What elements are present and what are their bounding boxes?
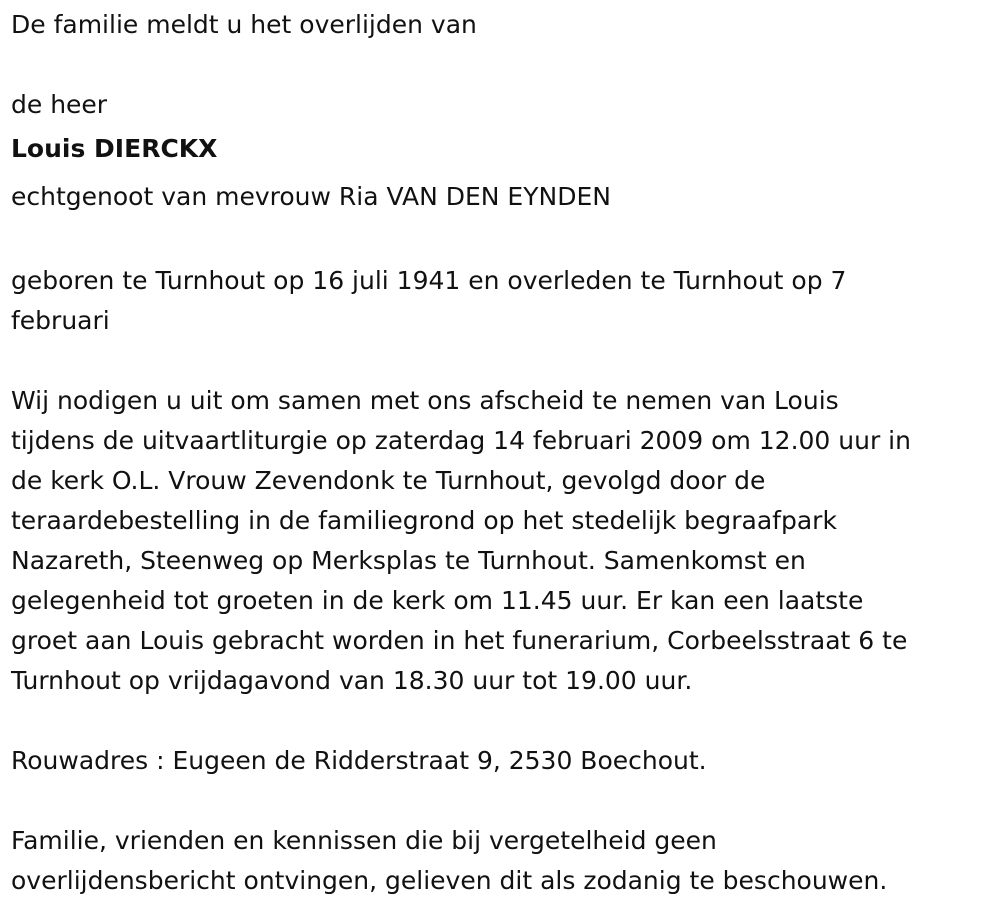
closing-line: Familie, vrienden en kennissen die bij vergetelheid geen: [11, 826, 717, 855]
spacer: [11, 701, 991, 741]
deceased-name: Louis DIERCKX: [11, 134, 218, 163]
ceremony-line: de kerk O.L. Vrouw Zevendonk te Turnhout, gevolgd door de: [11, 466, 766, 495]
ceremony-line: gelegenheid tot groeten in de kerk om 11.45 uur. Er kan een laatste: [11, 586, 864, 615]
spacer: [11, 45, 991, 85]
ceremony-line: Nazareth, Steenweg op Merksplas te Turnhout. Samenkomst en: [11, 546, 806, 575]
ceremony-line: Wij nodigen u uit om samen met ons afscheid te nemen van Louis: [11, 386, 839, 415]
spacer: [11, 341, 991, 381]
ceremony-line: Turnhout op vrijdagavond van 18.30 uur tot 19.00 uur.: [11, 666, 693, 695]
spouse-text: echtgenoot van mevrouw Ria VAN DEN EYNDEN: [11, 182, 611, 211]
birth-death-line: geboren te Turnhout op 16 juli 1941 en overleden te Turnhout op 7: [11, 266, 847, 295]
salutation: de heer: [11, 90, 108, 119]
spacer: [11, 781, 991, 821]
mourning-address: Rouwadres : Eugeen de Ridderstraat 9, 2530 Boechout.: [11, 746, 707, 775]
ceremony-line: teraardebestelling in de familiegrond op het stedelijk begraafpark: [11, 506, 837, 535]
birth-death-line: februari: [11, 306, 110, 335]
ceremony-line: tijdens de uitvaartliturgie op zaterdag 14 februari 2009 om 12.00 uur in: [11, 426, 911, 455]
closing-line: overlijdensbericht ontvingen, gelieven dit als zodanig te beschouwen.: [11, 866, 888, 895]
ceremony-line: groet aan Louis gebracht worden in het funerarium, Corbeelsstraat 6 te: [11, 626, 908, 655]
spacer: [11, 221, 991, 261]
death-notice: [11, 0, 991, 901]
intro-text: De familie meldt u het overlijden van: [11, 10, 477, 39]
